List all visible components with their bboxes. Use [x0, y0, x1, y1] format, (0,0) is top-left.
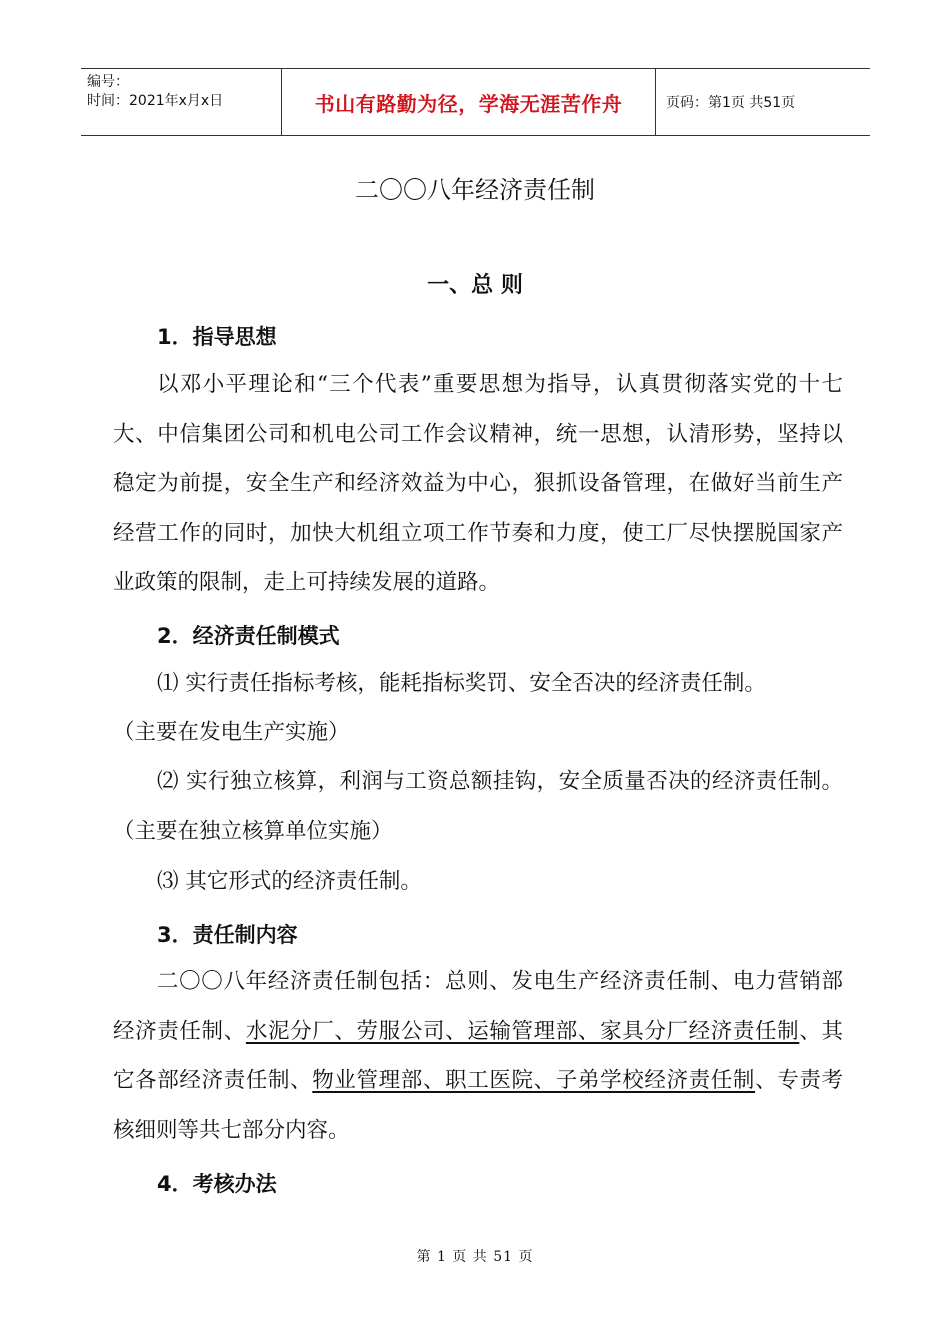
content-text: 、其它各部经济责任制、	[113, 1018, 843, 1094]
underlined-units-1: 水泥分厂、劳服公司、运输管理部、家具分厂经济责任制	[245, 1018, 800, 1044]
header-meta	[81, 69, 282, 135]
paragraph-mode-2: ⑵ 实行独立核算，利润与工资总额挂钩，安全质量否决的经济责任制。（主要在独立核算单位实施）	[113, 769, 843, 844]
paragraph-mode-3: ⑶ 其它形式的经济责任制。	[157, 869, 422, 894]
document-title: 二〇〇八年经济责任制	[355, 176, 595, 204]
content-text: 二〇〇八年经济责任制包括：总则、发电生产经济责任制、电力营销部经济责任制、	[113, 969, 843, 1044]
header-page-info: 页码：第1页 共51页	[666, 95, 796, 111]
paragraph-mode-1-note: （主要在发电生产实施）	[113, 720, 350, 745]
heading-responsibility-content: 3．责任制内容	[157, 923, 298, 947]
paragraph-guiding-thought: 以邓小平理论和“三个代表”重要思想为指导，认真贯彻落实党的十七大、中信集团公司和机电公司工作会议精神，统一思想，认清形势，坚持以稳定为前提，安全生产和经济效益为中心，狠抓设备管理，在做好当前生产经营工作的同时，加快大机组立项工作节奏和力度，使工厂尽快摆脱国家产业政策的限制，走上可持续发展的道路。	[113, 372, 843, 596]
number-label: 编号：	[87, 74, 129, 90]
paragraph-responsibility-content	[113, 957, 843, 1155]
paragraph-mode-1: ⑴ 实行责任指标考核，能耗指标奖罚、安全否决的经济责任制。	[157, 671, 766, 696]
page-header	[81, 68, 870, 136]
page-footer: 第 1 页 共 51 页	[416, 1249, 534, 1265]
heading-responsibility-mode: 2．经济责任制模式	[157, 624, 340, 648]
heading-assessment-method: 4．考核办法	[157, 1172, 277, 1196]
header-motto: 书山有路勤为径，学海无涯苦作舟	[282, 69, 656, 135]
time-label: 时间：2021年x月x日	[87, 93, 224, 109]
section-heading-general: 一、总 则	[427, 273, 523, 298]
content-text: 、专责考核细则等共七部分内容。	[113, 1068, 843, 1143]
heading-guiding-thought: 1．指导思想	[157, 325, 277, 349]
underlined-units-2: 物业管理部、职工医院、子弟学校经济责任制	[312, 1068, 756, 1094]
